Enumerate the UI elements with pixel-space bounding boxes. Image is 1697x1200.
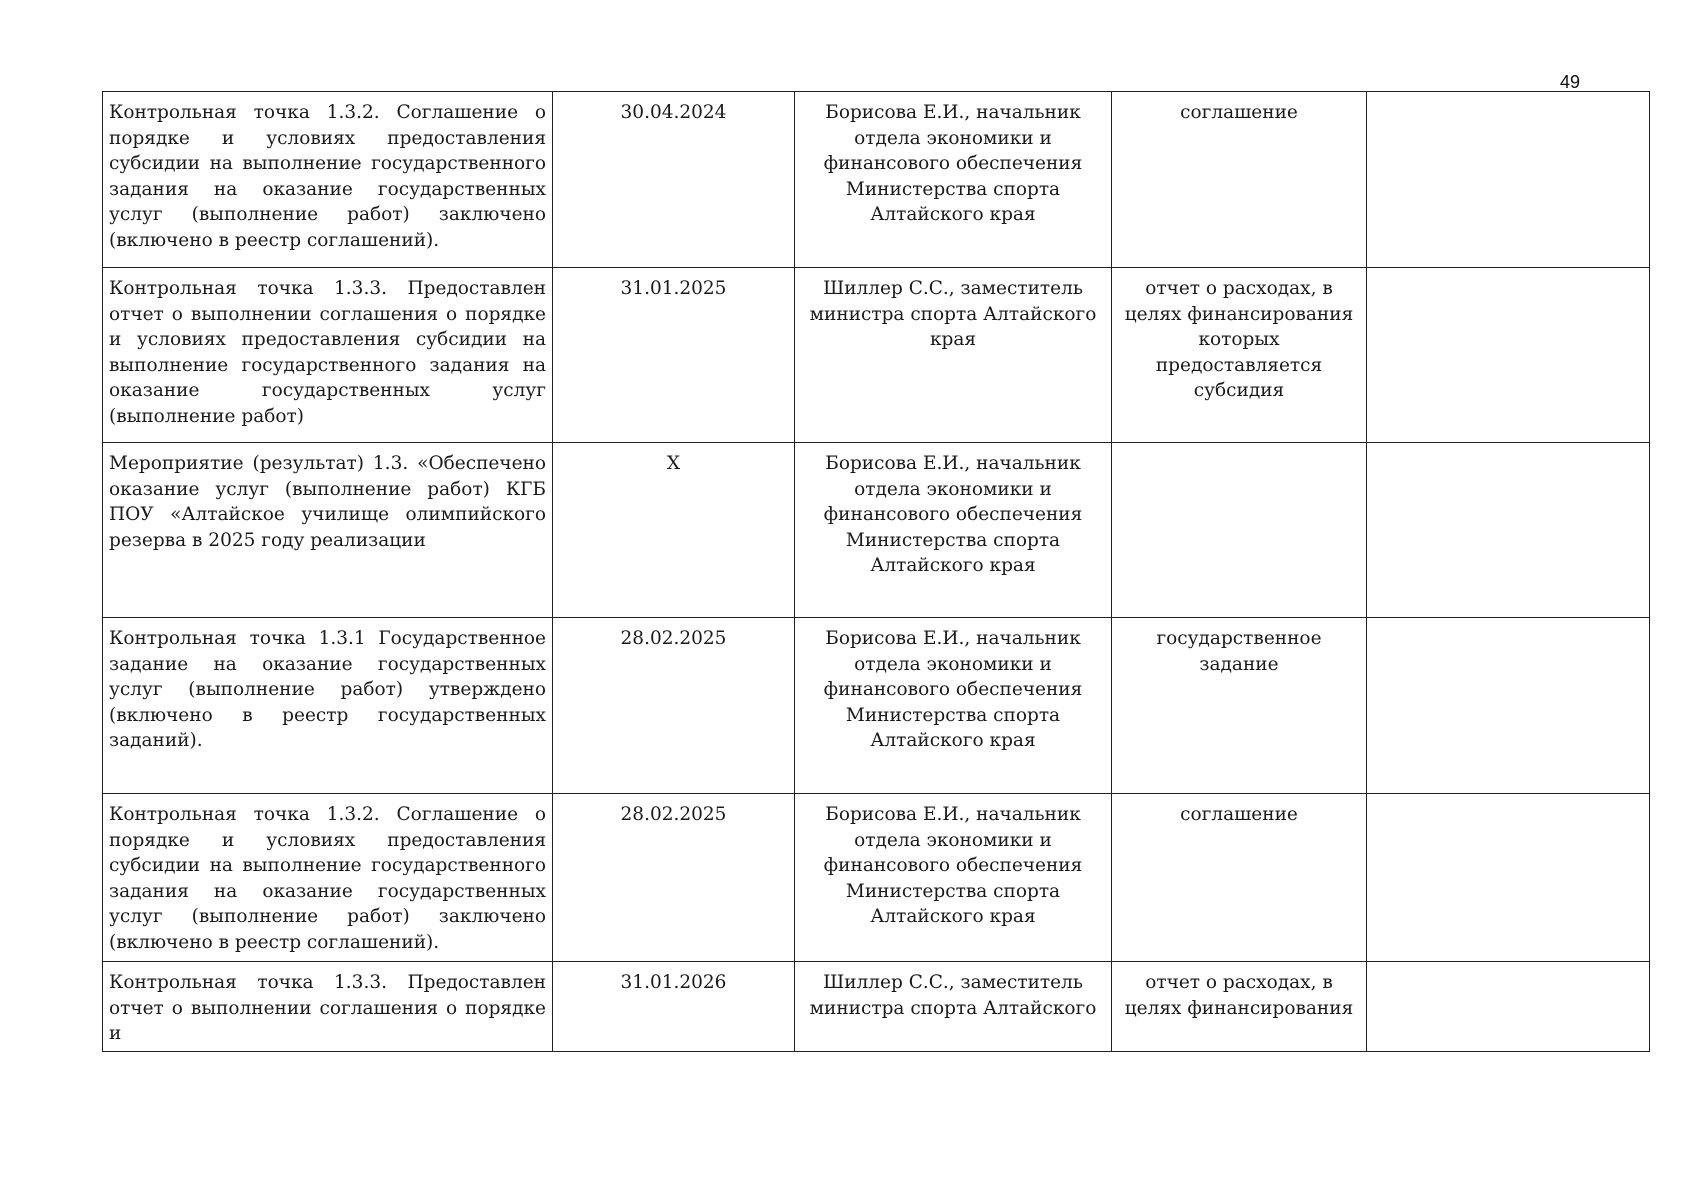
empty-cell <box>1367 962 1650 1052</box>
event-name-cell: Контрольная точка 1.3.3. Предоставлен отчет о выполнении соглашения о порядке и условиях предоставления субсидии на выполнение государственного задания на оказание государственных услуг (выполнение работ) <box>103 268 553 443</box>
date-cell: 28.02.2025 <box>553 618 795 794</box>
table-row <box>103 92 1650 268</box>
empty-cell <box>1367 794 1650 962</box>
table-row <box>103 618 1650 794</box>
document-cell: отчет о расходах, в целях финансирования которых предоставляется субсидия <box>1112 268 1367 443</box>
table-row <box>103 268 1650 443</box>
event-name-cell: Контрольная точка 1.3.2. Соглашение о порядке и условиях предоставления субсидии на выполнение государственного задания на оказание государственных услуг (выполнение работ) заключено (включено в реестр соглашений). <box>103 794 553 962</box>
document-cell <box>1112 443 1367 618</box>
responsible-cell: Борисова Е.И., начальник отдела экономики и финансового обеспечения Министерства спорта Алтайского края <box>795 794 1112 962</box>
document-cell: государственное задание <box>1112 618 1367 794</box>
responsible-cell: Борисова Е.И., начальник отдела экономики и финансового обеспечения Министерства спорта Алтайского края <box>795 92 1112 268</box>
empty-cell <box>1367 618 1650 794</box>
event-name-cell: Мероприятие (результат) 1.3. «Обеспечено оказание услуг (выполнение работ) КГБ ПОУ «Алтайское училище олимпийского резерва в 2025 году реализации <box>103 443 553 618</box>
document-cell: соглашение <box>1112 794 1367 962</box>
event-name-cell: Контрольная точка 1.3.3. Предоставлен отчет о выполнении соглашения о порядке и <box>103 962 553 1052</box>
empty-cell <box>1367 92 1650 268</box>
responsible-cell: Шиллер С.С., заместитель министра спорта Алтайского края <box>795 268 1112 443</box>
date-cell: 28.02.2025 <box>553 794 795 962</box>
document-cell: отчет о расходах, в целях финансирования <box>1112 962 1367 1052</box>
responsible-cell: Борисова Е.И., начальник отдела экономики и финансового обеспечения Министерства спорта Алтайского края <box>795 618 1112 794</box>
empty-cell <box>1367 268 1650 443</box>
date-cell: 31.01.2025 <box>553 268 795 443</box>
empty-cell <box>1367 443 1650 618</box>
table-row <box>103 962 1650 1052</box>
event-name-cell: Контрольная точка 1.3.2. Соглашение о порядке и условиях предоставления субсидии на выполнение государственного задания на оказание государственных услуг (выполнение работ) заключено (включено в реестр соглашений). <box>103 92 553 268</box>
date-cell: 30.04.2024 <box>553 92 795 268</box>
page-number: 49 <box>1560 72 1581 92</box>
event-name-cell: Контрольная точка 1.3.1 Государственное задание на оказание государственных услуг (выполнение работ) утверждено (включено в реестр государственных заданий). <box>103 618 553 794</box>
table-row <box>103 794 1650 962</box>
table-row <box>103 443 1650 618</box>
responsible-cell: Шиллер С.С., заместитель министра спорта Алтайского <box>795 962 1112 1052</box>
responsible-cell: Борисова Е.И., начальник отдела экономики и финансового обеспечения Министерства спорта Алтайского края <box>795 443 1112 618</box>
document-cell: соглашение <box>1112 92 1367 268</box>
date-cell: 31.01.2026 <box>553 962 795 1052</box>
control-points-table <box>102 91 1650 1052</box>
date-cell: Х <box>553 443 795 618</box>
